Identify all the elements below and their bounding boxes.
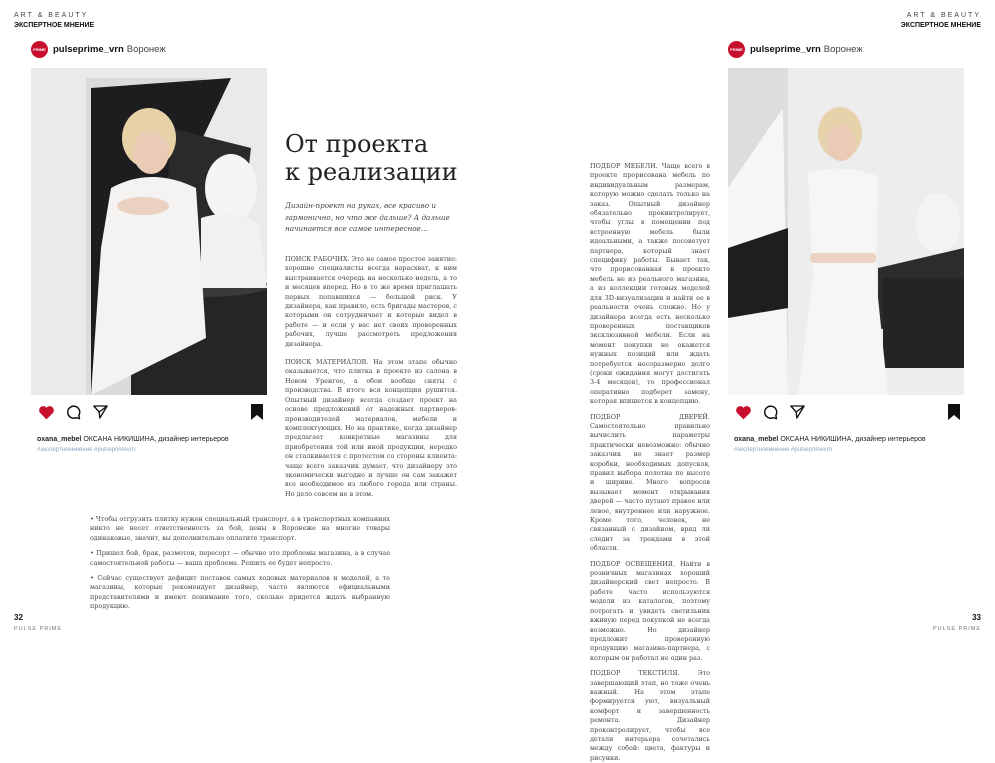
- caption-handle[interactable]: oxana_mebel: [734, 436, 779, 443]
- section-label-right: ART & BEAUTY: [906, 12, 981, 19]
- portrait-illustration-right: [728, 68, 964, 395]
- article-column-2: [590, 162, 710, 763]
- subsection-label-right: ЭКСПЕРТНОЕ МНЕНИЕ: [900, 22, 981, 29]
- post-handle[interactable]: pulseprime_vrn: [750, 44, 821, 55]
- caption-text: ОКСАНА НИКИШИНА, дизайнер интерьеров: [83, 436, 229, 443]
- post-actions-left: [38, 403, 264, 421]
- title-line-1: От проекта: [285, 130, 429, 158]
- caption-text: ОКСАНА НИКИШИНА, дизайнер интерьеров: [780, 436, 926, 443]
- post-photo-right: [728, 68, 964, 395]
- caption-handle[interactable]: oxana_mebel: [37, 436, 82, 443]
- bookmark-icon[interactable]: [947, 403, 961, 421]
- bullet-transport: • Чтобы отгрузить плитку нужен специальный транспорт, а в транспортных компаниях никто не несет ответственность за бой, цены в Воронеже на многие товары одинаковые, значит, вы дополнительно оплатите транспорт.: [90, 515, 390, 542]
- post-tags-left[interactable]: #экспертноемнение #pulseprimevrn: [37, 447, 136, 453]
- article-bullets: [90, 515, 390, 612]
- paragraph-lighting: ПОДБОР ОСВЕЩЕНИЯ. Найти в розничных магазинах хороший дизайнерский свет непросто. В работе часто используются модели из каталогов, поэтому потрогать и увидеть светильник вживую перед покупкой не всегда возможно. Но дизайнер предложит проверенную продукцию магазина-партнера, с которым он работал не один раз.: [590, 559, 710, 662]
- magazine-name-right: PULSE PRIME: [933, 626, 981, 632]
- post-header-right: [728, 41, 863, 58]
- brand-logo: PRIME: [728, 41, 745, 58]
- share-icon[interactable]: [789, 404, 806, 420]
- post-caption-left: [37, 436, 229, 443]
- paragraph-workers: ПОИСК РАБОЧИХ. Это не самое простое занятие: хорошие специалисты всегда нарасхват, к ним выстраивается очередь на несколько недель, а то и месяцев вперед. Но в то же время приглашать первых попавшихся — большой риск. У дизайнера, как правило, есть бригады мастеров, с которыми он сотрудничает и которые видел в работе — и если у вас нет своих проверенных рабочих, лучше рассмотреть предложения дизайнера.: [285, 255, 457, 348]
- comment-icon[interactable]: [762, 404, 779, 420]
- post-actions-right: [735, 403, 961, 421]
- paragraph-doors: ПОДБОР ДВЕРЕЙ. Самостоятельно правильно вычислить параметры практически невозможно: обычно заказчик не знает размер коробки, необходимых допусков, правил выбора полотна по высоте и ширине. Много вопросов вызывает момент открывания дверей — часто путают правое или левое, внутреннее или наружное. Кроме того, человек, не связанный с дизайном, вряд ли следит за трендами в этой области.: [590, 412, 710, 553]
- article-lead: Дизайн-проект на руках, все красиво и гармонично, но что же дальше? А дальше начинается все самое интересное…: [285, 201, 450, 233]
- post-location: Воронеж: [823, 44, 863, 55]
- article-title: [285, 130, 458, 186]
- article-column-1: [285, 255, 457, 499]
- post-location: Воронеж: [126, 44, 166, 55]
- post-tags-right[interactable]: #экспертноемнение #pulseprimevrn: [734, 447, 833, 453]
- heart-icon[interactable]: [38, 405, 55, 420]
- bookmark-icon[interactable]: [250, 403, 264, 421]
- paragraph-textile: ПОДБОР ТЕКСТИЛЯ. Это завершающий этап, но тоже очень важный. На этом этапе формируется уют, визуальный комфорт и завершенность ремонта. Дизайнер проконтролирует, чтобы все детали интерьера сочетались между собой: цвета, фактуры и рисунки.: [590, 669, 710, 762]
- subsection-label-left: ЭКСПЕРТНОЕ МНЕНИЕ: [14, 22, 95, 29]
- bullet-shortage: • Сейчас существует дефицит поставок самых ходовых материалов и моделей, а те магазины, которые рекомендует дизайнер, часто являются официальными представителями и имеют понимание того, сколько придется ждать выбранную продукцию.: [90, 574, 390, 611]
- page-number-left: 32: [14, 613, 23, 622]
- comment-icon[interactable]: [65, 404, 82, 420]
- magazine-name-left: PULSE PRIME: [14, 626, 62, 632]
- share-icon[interactable]: [92, 404, 109, 420]
- post-caption-right: [734, 436, 926, 443]
- brand-logo: PRIME: [31, 41, 48, 58]
- page-number-right: 33: [972, 613, 981, 622]
- post-handle[interactable]: pulseprime_vrn: [53, 44, 124, 55]
- post-header-left: [31, 41, 166, 58]
- title-line-2: к реализации: [285, 158, 458, 186]
- paragraph-materials: ПОИСК МАТЕРИАЛОВ. На этом этапе обычно оказывается, что плитка в проекте из салона в Новом Уренгое, а обои вообще сняты с производства. В итоге вся концепция рушится. Опытный дизайнер всегда создает проект на основе предложений от надежных партнеров-производителей материалов, мебели и комплектующих. Но на практике, когда дизайнер предлагает конкретные магазины для приобретения той или иной продукции, нередко он сталкивается с протестом со стороны клиента: чаще всего заказчик думает, что дизайнеру это экономически выгодно и лучше он сам закажет все необходимое из любого города или страны. Но дело совсем не в этом.: [285, 358, 457, 498]
- heart-icon[interactable]: [735, 405, 752, 420]
- portrait-illustration-left: [31, 68, 267, 395]
- post-photo-left: [31, 68, 267, 395]
- bullet-defects: • Пришел бой, брак, размотон, пересорт — обычно это проблемы магазина, а в случае самостоятельной работы — ваша проблема. Решить ее будет непросто.: [90, 549, 390, 567]
- section-label-left: ART & BEAUTY: [14, 12, 89, 19]
- paragraph-furniture: ПОДБОР МЕБЕЛИ. Чаще всего в проекте прорисована мебель по индивидуальным размерам, которую можно сделать только на заказ. Опытный дизайнер обязательно прокинтролирует, чтобы углы в помещении под встроенную мебель были идеальными, а также посоветует партнера, который знает специфику работы. Бывает так, что прорисованная в проекте мебель не из реального магазина, а из коллекции готовых моделей для 3D-визуализации и найти ее в реальности очень сложно. Но у дизайнера всегда есть несколько проверенных поставщиков эксклюзивной мебели. Если на момент покупки не окажется нужных позиций или ждать потребуется несоразмерно долго (сроки ожидания могут достигать 3-4 месяцев), то профессионал оперативно подберет замену, которая впишется в концепцию.: [590, 162, 710, 406]
